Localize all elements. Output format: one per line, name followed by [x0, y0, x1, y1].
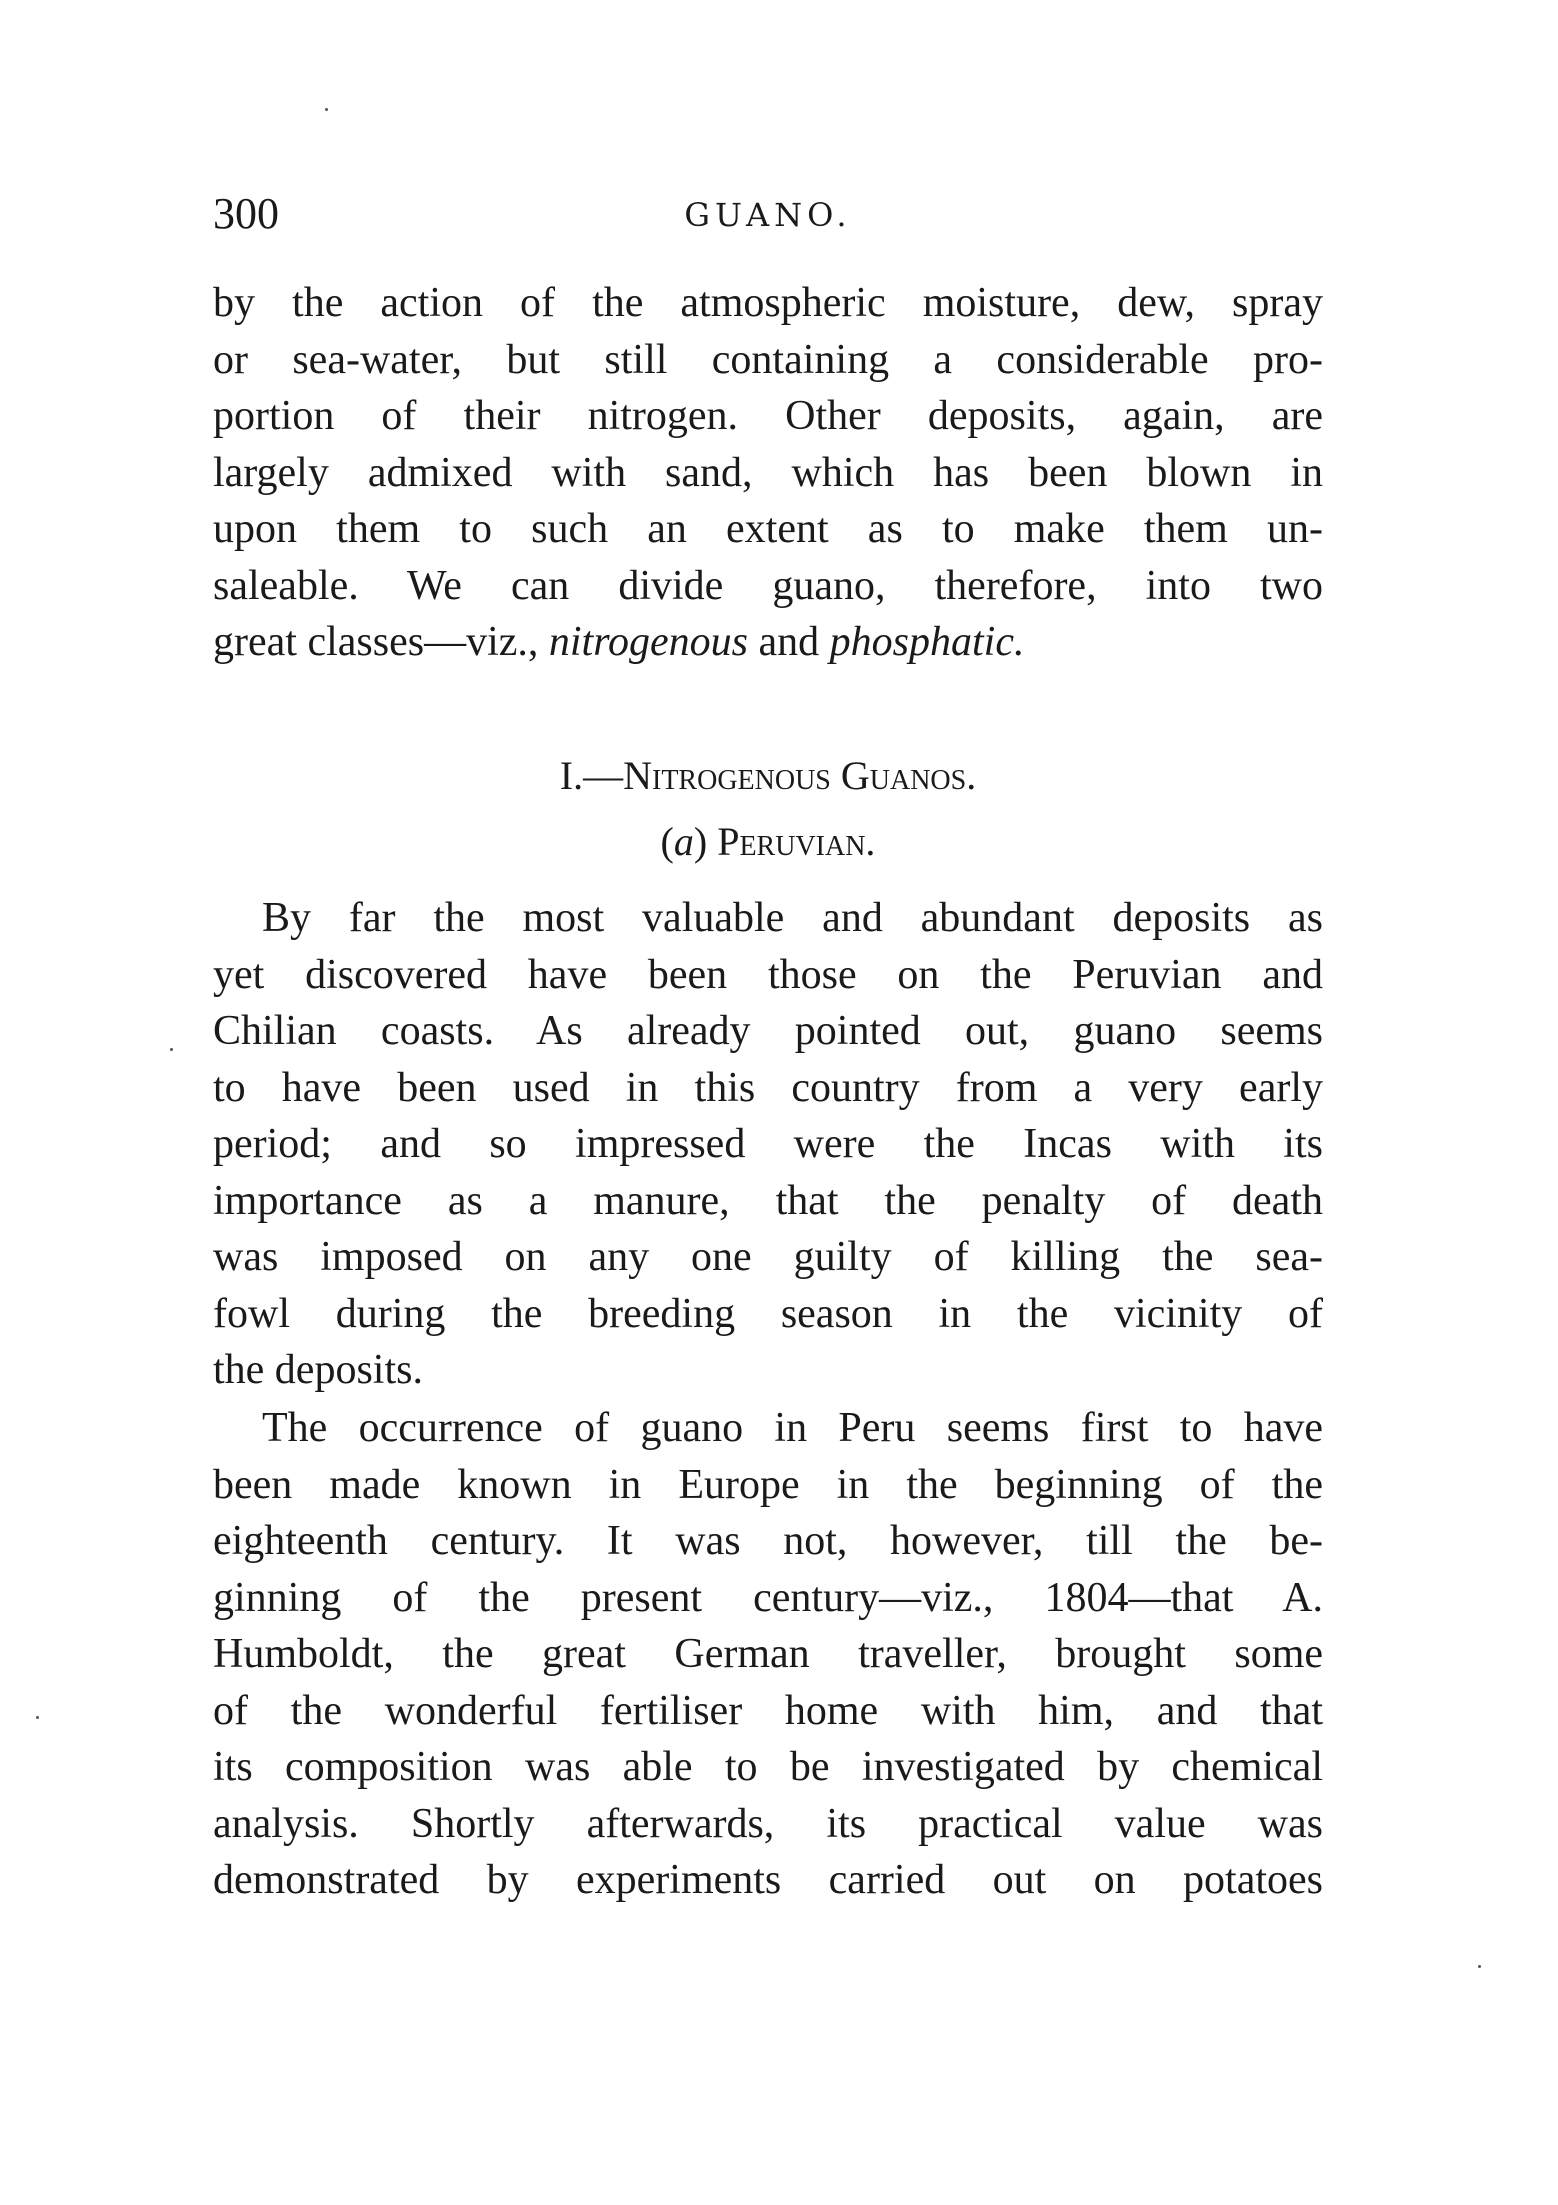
- text-line: yet discovered have been those on the Peruvian and: [213, 951, 1323, 998]
- text-line-last: [213, 614, 1323, 671]
- subsection-label: (a): [660, 819, 708, 864]
- paragraph-2: [213, 890, 1323, 1399]
- text-line: The occurrence of guano in Peru seems first to have: [262, 1405, 1323, 1451]
- text-line: or sea-water, but still containing a considerable pro-: [213, 336, 1323, 383]
- text-line: portion of their nitrogen. Other deposits, again, are: [213, 393, 1323, 439]
- running-title: GUANO.: [684, 196, 852, 234]
- text-line: was imposed on any one guilty of killing the sea-: [213, 1234, 1323, 1280]
- text-line-last: the deposits.: [213, 1347, 423, 1393]
- scan-speck: [325, 108, 328, 111]
- text-line: fowl during the breeding season in the vicinity of: [213, 1290, 1323, 1337]
- subsection-heading: [213, 818, 1323, 865]
- text-line: ginning of the present century—viz., 1804—that A.: [213, 1574, 1323, 1621]
- scan-speck: [36, 1716, 39, 1719]
- page-number: 300: [213, 189, 279, 238]
- scan-speck: [1478, 1965, 1481, 1968]
- text-line: demonstrated by experiments carried out on potatoes: [213, 1857, 1323, 1903]
- italic-term: nitrogenous: [548, 619, 749, 665]
- text-line: of the wonderful fertiliser home with him, and that: [213, 1687, 1323, 1734]
- text-line: its composition was able to be investigated by chemical: [213, 1744, 1323, 1790]
- subsection-letter: a: [673, 819, 694, 864]
- text-line: Chilian coasts. As already pointed out, guano seems: [213, 1008, 1323, 1054]
- paragraph-1: [213, 275, 1323, 671]
- text-run: and: [748, 619, 830, 665]
- page-header: [213, 180, 1323, 240]
- text-line: eighteenth century. It was not, however, till the be-: [213, 1518, 1323, 1564]
- text-line: been made known in Europe in the beginning of the: [213, 1461, 1323, 1508]
- paragraph-3: [213, 1400, 1323, 1909]
- text-line: importance as a manure, that the penalty of death: [213, 1177, 1323, 1224]
- text-line: largely admixed with sand, which has been blown in: [213, 449, 1323, 496]
- scan-speck: [170, 1048, 173, 1051]
- text-line: saleable. We can divide guano, therefore, into two: [213, 562, 1323, 609]
- subsection-title: Peruvian.: [717, 819, 876, 864]
- text-line: to have been used in this country from a very early: [213, 1064, 1323, 1111]
- text-line: analysis. Shortly afterwards, its practical value was: [213, 1800, 1323, 1847]
- text-run: great classes—viz.,: [213, 619, 549, 665]
- italic-term: phosphatic.: [829, 619, 1025, 665]
- section-heading: I.—Nitrogenous Guanos.: [559, 753, 977, 798]
- text-line: Humboldt, the great German traveller, brought some: [213, 1631, 1323, 1677]
- text-line: By far the most valuable and abundant deposits as: [262, 895, 1323, 941]
- text-line: upon them to such an extent as to make them un-: [213, 506, 1323, 552]
- text-line: period; and so impressed were the Incas with its: [213, 1121, 1323, 1167]
- text-line: by the action of the atmospheric moisture, dew, spray: [213, 280, 1323, 326]
